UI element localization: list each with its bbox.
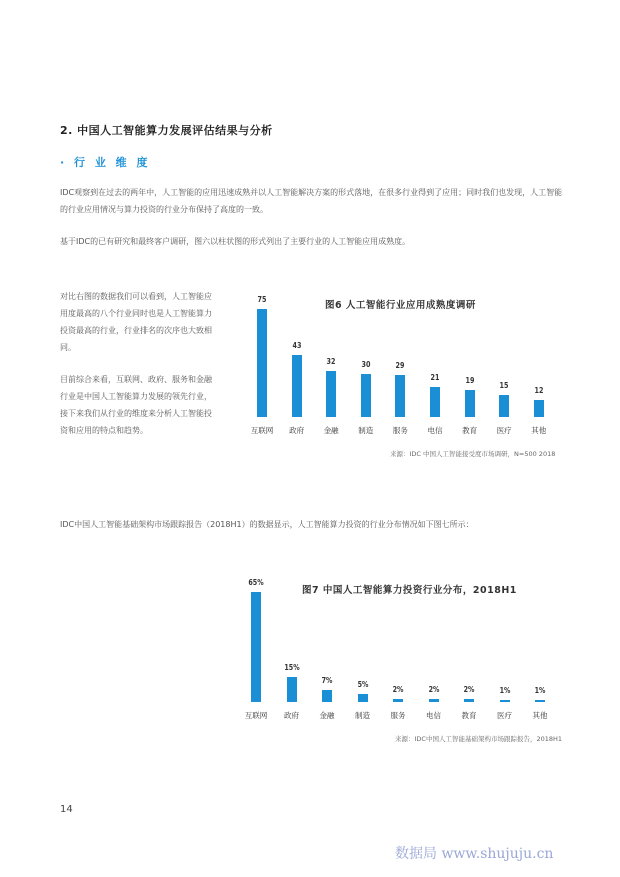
left-paragraph-1: 对比右图的数据我们可以看到，人工智能应用度最高的八个行业同时也是人工智能算力投资最高的行业，行业排名的次序也大致相同。 [60, 292, 212, 352]
chart1-value-label: 75 [257, 295, 267, 304]
chart2-bar [358, 694, 368, 702]
chart2-bar [535, 700, 545, 702]
chart2-category-label: 电信 [426, 711, 441, 720]
left-paragraph-2: 目前综合来看，互联网、政府、服务和金融行业是中国人工智能算力发展的领先行业，接下来我们从行业的维度来分析人工智能投资和应用的特点和趋势。 [60, 375, 212, 435]
paragraph-basis: 基于IDC的已有研究和最终客户调研，图六以柱状图的形式列出了主要行业的人工智能应用成熟度。 [60, 237, 411, 246]
chart2-bar [500, 700, 510, 702]
chart2-category-label: 制造 [355, 711, 370, 720]
chart1-bar [292, 355, 302, 417]
chart1-value-label: 30 [361, 359, 371, 369]
chart2-value-label: 7% [321, 676, 333, 686]
paragraph-report: IDC中国人工智能基础架构市场跟踪报告（2018H1）的数据显示，人工智能算力投资的行业分布情况如下图七所示： [60, 520, 474, 529]
chart2-category-label: 其他 [532, 711, 548, 720]
chart1-value-label: 15 [499, 381, 509, 391]
chart2-bar [251, 592, 261, 702]
section-title: 2. 中国人工智能算力发展评估结果与分析 [60, 124, 273, 137]
chart1-value-label: 21 [430, 372, 440, 382]
chart1-bar [430, 387, 440, 417]
chart1-category-label: 政府 [289, 426, 305, 435]
chart2-bar [464, 699, 474, 702]
chart2-bar [429, 699, 439, 702]
left-column [60, 288, 218, 454]
chart2-bar [322, 690, 332, 702]
chart1-title: 图6 人工智能行业应用成熟度调研 [325, 300, 476, 311]
chart1-category-label: 互联网 [250, 426, 274, 435]
chart2-category-label: 医疗 [497, 711, 512, 720]
chart1-bar [395, 375, 405, 417]
chart1-category-label: 金融 [323, 426, 339, 435]
chart1-category-label: 其他 [531, 426, 547, 435]
chart2-value-label: 1% [499, 686, 510, 696]
watermark: 数据局 www.shujuju.cn [395, 846, 554, 862]
chart1-category-label: 医疗 [496, 426, 512, 435]
chart1-category-label: 电信 [427, 426, 443, 435]
chart1-category-label: 服务 [392, 426, 408, 435]
chart1-bar [465, 390, 475, 417]
chart1-value-label: 19 [465, 375, 475, 385]
chart1-category-label: 教育 [462, 426, 478, 435]
page-number: 14 [60, 804, 73, 815]
chart2-title: 图7 中国人工智能算力投资行业分布，2018H1 [302, 585, 517, 596]
chart2-value-label: 2% [463, 684, 475, 694]
chart1-bar [326, 371, 336, 417]
chart2-bar [287, 677, 297, 702]
chart1-category-label: 制造 [358, 426, 374, 435]
sub-title: · 行 业 维 度 [60, 156, 151, 169]
chart2-value-label: 15% [283, 662, 300, 672]
chart2-value-label: 2% [392, 684, 404, 694]
chart2-value-label: 2% [428, 684, 439, 694]
chart2-category-label: 政府 [284, 711, 299, 720]
paragraph-intro: IDC观察到在过去的两年中，人工智能的应用迅速成熟并以人工智能解决方案的形式落地，在很多行业得到了应用；同时我们也发现，人工智能的行业应用情况与算力投资的行业分布保持了高度的一致。 [60, 188, 563, 214]
chart2-category-label: 金融 [319, 711, 335, 720]
chart1-bar [361, 374, 371, 417]
chart1-value-label: 32 [326, 356, 336, 366]
chart2-category-label: 互联网 [244, 711, 268, 720]
chart2-category-label: 服务 [390, 711, 406, 720]
chart2-value-label: 5% [357, 679, 368, 689]
chart1-bar [499, 395, 509, 417]
chart2-value-label: 65% [248, 578, 264, 587]
chart1-bar [257, 309, 267, 417]
chart1-value-label: 29 [395, 361, 405, 371]
chart2-value-label: 1% [534, 686, 546, 696]
chart2-bar [393, 699, 403, 702]
chart1-value-label: 43 [292, 341, 302, 351]
chart2-source: 来源：IDC中国人工智能基础架构市场跟踪报告，2018H1 [395, 735, 563, 743]
chart1-bar [534, 400, 544, 417]
chart2-category-label: 教育 [461, 711, 477, 720]
chart1-value-label: 12 [534, 385, 544, 395]
chart1-source: 来源：IDC 中国人工智能接受度市场调研，N=500 2018 [390, 450, 556, 458]
